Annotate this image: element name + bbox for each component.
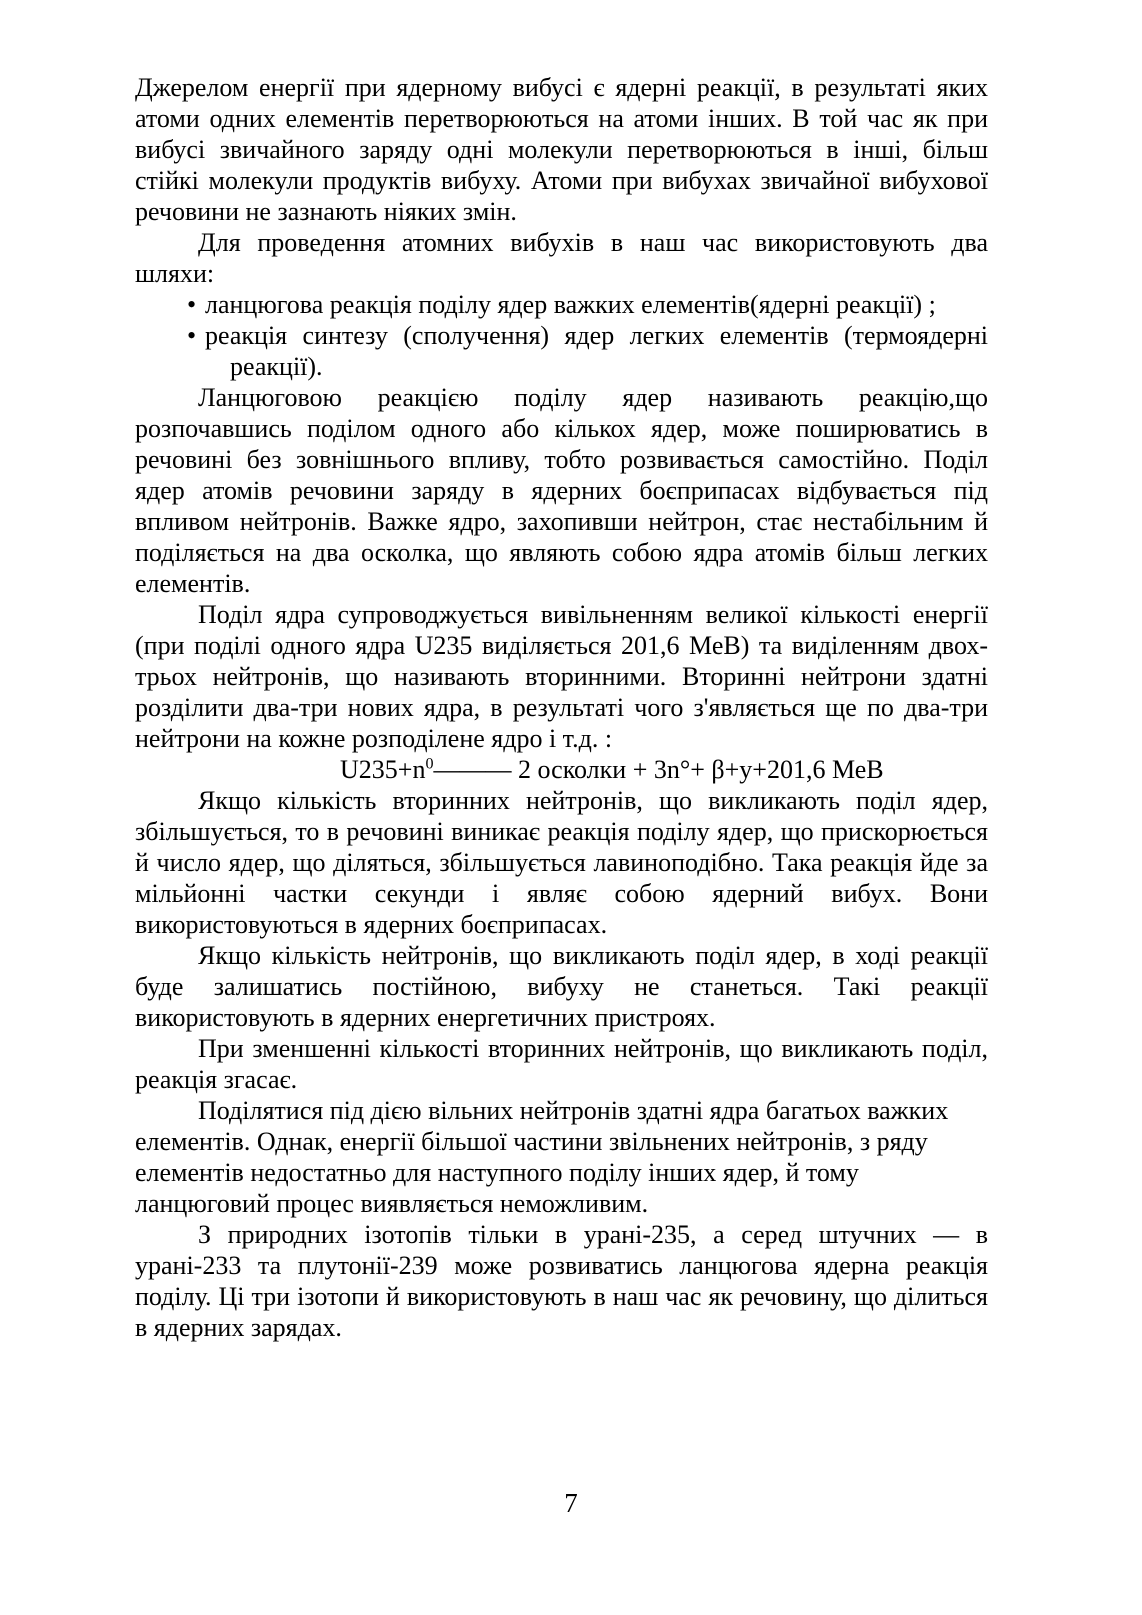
formula-rest: ——— 2 осколки + 3n°+ β+у+201,6 МеВ — [433, 755, 884, 784]
paragraph-heavy-elements: Поділятися під дією вільних нейтронів здатні ядра багатьох важких елементів. Однак, енергії більшої частини звільнених нейтронів, з ряду елементів недостатньо для наступного поділу інших ядер, й тому ланцюговий процес виявляється неможливим. — [135, 1096, 949, 1218]
formula-base: U235+n — [340, 755, 426, 784]
bullet-list — [135, 289, 988, 382]
list-item — [135, 320, 988, 382]
paragraph-chain-reaction: Ланцюговою реакцією поділу ядер називають реакцію,що розпочавшись поділом одного або кількох ядер, може поширюватись в речовині без зовнішнього впливу, тобто розвивається самостійно. Поділ ядер атомів речовини заряду в ядерних боєприпасах відбувається під впливом нейтронів. Важке ядро, захопивши нейтрон, стає нестабільним й поділяється на два осколка, що являють собою ядра атомів більш легких елементів. — [135, 383, 988, 598]
paragraph-two-ways: Для проведення атомних вибухів в наш час використовують два шляхи: — [135, 228, 988, 288]
list-item-text: реакція синтезу (сполучення) ядер легких елементів (термоядерні реакції). — [205, 321, 988, 381]
bullet-icon: • — [187, 321, 197, 350]
paragraph-avalanche: Якщо кількість вторинних нейтронів, що викликають поділ ядер, збільшується, то в речовині виникає реакція поділу ядер, що прискорюється й число ядер, що діляться, збільшується лавиноподібно. Така реакція йде за мільйонні частки секунди і являє собою ядерний вибух. Вони використовуються в ядерних боєприпасах. — [135, 786, 988, 939]
paragraph-isotopes: З природних ізотопів тільки в урані-235, а серед штучних — в урані-233 та плутонії-239 може розвиватись ланцюгова ядерна реакція поділу. Ці три ізотопи й використовують в наш час як речовину, що ділиться в ядерних зарядах. — [135, 1220, 988, 1342]
list-item-text: ланцюгова реакція поділу ядер важких елементів(ядерні реакції) ; — [205, 290, 936, 319]
page-body — [135, 72, 988, 1343]
paragraph-constant-neutrons: Якщо кількість нейтронів, що викликають поділ ядер, в ході реакції буде залишатись постійною, вибуху не станеться. Такі реакції використовують в ядерних енергетичних пристроях. — [135, 941, 988, 1032]
reaction-formula — [135, 754, 988, 785]
page-number: 7 — [564, 1488, 578, 1518]
bullet-icon: • — [187, 290, 197, 319]
paragraph-decay: При зменшенні кількості вторинних нейтронів, що викликають поділ, реакція згасає. — [135, 1034, 988, 1094]
formula-superscript: 0 — [425, 755, 434, 773]
list-item — [135, 289, 988, 320]
paragraph-energy-source: Джерелом енергії при ядерному вибусі є ядерні реакції, в результаті яких атоми одних елементів перетворюються на атоми інших. В той час як при вибусі звичайного заряду одні молекули перетворюються в інші, більш стійкі молекули продуктів вибуху. Атоми при вибухах звичайної вибухової речовини не зазнають ніяких змін. — [135, 73, 988, 226]
paragraph-fission-energy: Поділ ядра супроводжується вивільненням великої кількості енергії (при поділі одного ядра U235 виділяється 201,6 МеВ) та виділенням двох-трьох нейтронів, що називають вторинними. Вторинні нейтрони здатні розділити два-три нових ядра, в результаті чого з'являється ще по два-три нейтрони на кожне розподілене ядро і т.д. : — [135, 600, 988, 753]
